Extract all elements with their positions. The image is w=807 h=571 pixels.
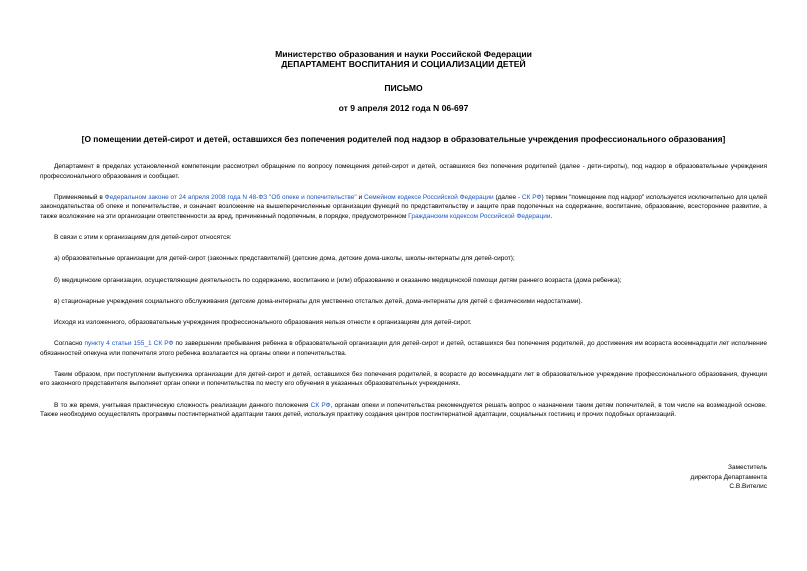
paragraph-2 [40, 193, 767, 222]
list-item-c: в) стационарные учреждения социального обслуживания (детские дома-интернаты для умственно отсталых детей, дома-интернаты для детей с физическими недостатками). [54, 297, 583, 305]
list-item-b: б) медицинские организации, осуществляющие деятельность по содержанию, воспитанию и (или) образованию и оказанию медицинской помощи детям раннего возраста (дома ребенка); [54, 276, 622, 284]
sk-rf-link-2[interactable]: СК РФ [310, 401, 331, 409]
signature-block [691, 463, 767, 492]
paragraph-2-text-1: Применяемый в [54, 193, 105, 201]
paragraph-2-text-4: ) термин "помещение под надзор" используется исключительно для целей законодательства об опеке и попечительстве, и означает возложение на вышеперечисленные организации функций по представительству и защите прав подопечных на содержание, воспитание, образование, всестороннее развитие, а также возложение на эти организации ответственности за вред, причиненный подопечным, в порядке, предусмотренном [40, 193, 768, 220]
signature-position: Заместитель [728, 464, 767, 471]
article-155-link[interactable]: пункту 4 статьи 155_1 СК РФ [84, 340, 174, 348]
paragraph-10-text-2: , органам опеки и попечительства рекомендуется решать вопрос о назначении таким детям попечителей, в том числе на возмездной основе. Также необходимо осуществлять программы постинтернатной адаптации таких детей, используя практику создания центров постинтернатной адаптации, социальных гостиниц и прочих подобных организаций. [40, 401, 767, 419]
paragraph-1: Департамент в пределах установленной компетенции рассмотрел обращение по вопросу помещения детей-сирот и детей, оставшихся без попечения родителей (далее - дети-сироты), под надзор в образовательные учреждения профессионального образования и сообщает. [40, 163, 767, 180]
list-item-a: а) образовательные организации для детей-сирот (законных представителей) (детские дома, детские дома-школы, школы-интернаты для детей-сирот); [54, 255, 515, 263]
document-subject: [О помещении детей-сирот и детей, оставшихся без попечения родителей под надзор в образовательные учреждения профессионального образования] [81, 134, 726, 144]
sk-rf-link[interactable]: СК РФ [521, 193, 542, 201]
federal-law-link[interactable]: Федеральном законе от 24 апреля 2008 года N 48-ФЗ "Об опеке и попечительстве" [104, 193, 357, 201]
document-body [40, 162, 767, 420]
paragraph-8 [40, 339, 767, 358]
paragraph-8-text-1: Согласно [54, 340, 85, 348]
signature-name: С.В.Вителис [729, 483, 767, 491]
signature-title: директора Департамента [690, 473, 767, 481]
paragraph-10-text-1: В то же время, учитывая практическую сложность реализации данного положения [54, 401, 311, 409]
document-date-number: от 9 апреля 2012 года N 06-697 [338, 103, 469, 113]
paragraph-2-text-5: . [550, 212, 553, 220]
document-type: ПИСЬМО [384, 83, 423, 93]
family-code-link[interactable]: Семейном кодексе Российской Федерации [363, 193, 494, 201]
civil-code-link[interactable]: Гражданским кодексом Российской Федерации [408, 212, 551, 220]
paragraph-2-text-2: и [356, 193, 364, 201]
paragraph-2-text-3: (далее - [493, 193, 522, 201]
paragraph-9: Таким образом, при поступлении выпускника организации для детей-сирот и детей, оставшихся без попечения родителей, в возрасте до восемнадцати лет в образовательное учреждение профессионального образования, функции его законного представителя выполняет орган опеки и попечительства по месту его обучения в указанных образовательных учреждениях. [40, 370, 767, 388]
ministry-name: Министерство образования и науки Российской Федерации [275, 49, 532, 59]
department-name: ДЕПАРТАМЕНТ ВОСПИТАНИЯ И СОЦИАЛИЗАЦИИ ДЕТЕЙ [281, 59, 526, 69]
paragraph-8-text-2: по завершении пребывания ребенка в образовательной организации для детей-сирот и детей, оставшихся без попечения родителей, до достижения им возраста восемнадцати лет исполнение обязанностей опекуна или попечителя этого ребенка возлагается на органы опеки и попечительства. [40, 340, 767, 357]
document-page [40, 0, 767, 431]
paragraph-7: Исходя из изложенного, образовательные учреждения профессионального образования нельзя отнести к организациям для детей-сирот. [54, 318, 472, 326]
paragraph-3: В связи с этим к организациям для детей-сирот относятся: [54, 234, 232, 242]
paragraph-10 [40, 401, 767, 420]
